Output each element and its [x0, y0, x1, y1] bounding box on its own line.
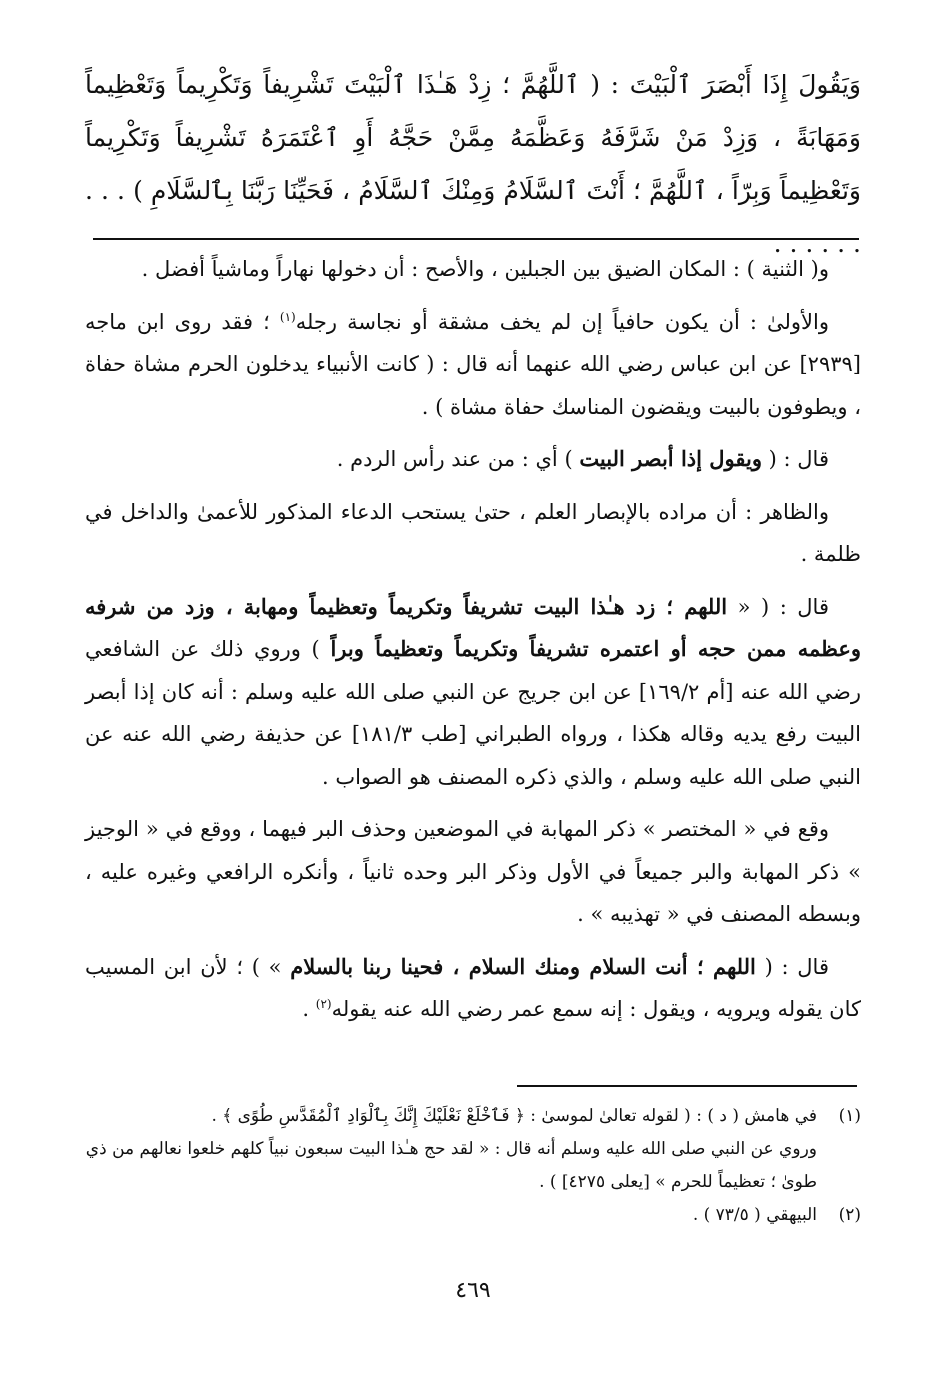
- footnote-ref[interactable]: (١): [279, 309, 296, 324]
- paragraph-text: ) أي : من عند رأس الردم .: [336, 447, 580, 471]
- footnote-divider: [517, 1085, 857, 1087]
- paragraph-text: والأولىٰ : أن يكون حافياً إن لم يخف مشقة أو نجاسة رجله: [295, 309, 830, 334]
- footnotes: [85, 1100, 861, 1232]
- paragraph-text: ؛ فقد روى ابن ماجه [٢٩٣٩] عن ابن عباس رضي الله عنهما أنه قال : ( كانت الأنبياء يدخلون الحرم مشاة حفاة ، ويطوفون بالبيت ويقضون المناسك حفاة مشاة ) .: [85, 309, 861, 419]
- quoted-matn: ويقول إذا أبصر البيت: [579, 446, 762, 471]
- footnote-2: [85, 1199, 861, 1232]
- matn-divider: [93, 238, 859, 240]
- matn-text: وَيَقُولَ إِذَا أَبْصَرَ ٱلْبَيْتَ : ( ٱللَّهُمَّ ؛ زِدْ هَـٰذَا ٱلْبَيْتَ تَشْرِيفاً وَتَكْرِيماً وَتَعْظِيماً وَمَهَابَةً ، وَزِدْ مَنْ شَرَّفَهُ وَعَظَّمَهُ مِمَّنْ حَجَّهُ أَوِ ٱعْتَمَرَهُ تَشْرِيفاً وَتَكْرِيماً وَتَعْظِيماً وَبِرّاً ، ٱللَّهُمَّ ؛ أَنْتَ ٱلسَّلَامُ وَمِنْكَ ٱلسَّلَامُ ، فَحَيِّنَا رَبَّنَا بِٱلسَّلَامِ ) . . . . . . . . .: [85, 70, 861, 258]
- footnote-number: (٢): [838, 1205, 861, 1225]
- footnote-text: في هامش ( د ) : ( لقوله تعالىٰ لموسىٰ : ﴿ فَٱخْلَعْ نَعْلَيْكَ إِنَّكَ بِٱلْوَادِ ٱلْمُقَدَّسِ طُوًى ﴾ .: [211, 1106, 817, 1126]
- paragraph-text: .: [302, 997, 316, 1021]
- footnote-text: البيهقي ( ٧٣/٥ ) .: [692, 1205, 817, 1225]
- footnote-ref[interactable]: (٢): [315, 997, 332, 1011]
- paragraph: [85, 586, 861, 799]
- paragraph-text: قال : (: [755, 954, 829, 979]
- paragraph: وقع في « المختصر » ذكر المهابة في الموضعين وحذف البر فيهما ، ووقع في « الوجيز » ذكر المهابة والبر جميعاً في الأول وذكر البر وحده ثانياً ، وأنكره الرافعي وغيره عليه ، وبسطه المصنف في « تهذيبه » .: [85, 817, 861, 926]
- commentary: [85, 248, 861, 1041]
- quoted-matn: اللهم ؛ أنت السلام ومنك السلام ، فحينا ربنا بالسلام: [290, 953, 756, 979]
- paragraph: [85, 301, 861, 429]
- paragraph-text: » ) ؛ لأن ابن المسيب كان يقوله ويرويه ، ويقول : إنه سمع عمر رضي الله عنه يقوله: [85, 954, 861, 1021]
- paragraph-text: قال : (: [762, 447, 829, 471]
- footnote-1-continuation: وروي عن النبي صلى الله عليه وسلم أنه قال : « لقد حج هـٰذا البيت سبعون نبياً كلهم خلعوا نعالهم من ذي طوىٰ ؛ تعظيماً للحرم » [يعلى ٤٢٧٥] ) .: [85, 1139, 817, 1192]
- paragraph: [85, 438, 861, 481]
- footnote-number: (١): [838, 1106, 861, 1126]
- quoted-matn: اللهم ؛ زد هـٰذا البيت تشريفاً وتكريماً وتعظيماً ومهابة ، وزد من شرفه وعظمه ممن حجه أو اعتمره تشريفاً وتكريماً وتعظيماً وبراً: [85, 593, 862, 661]
- paragraph-text: قال : ( «: [727, 594, 829, 619]
- footnote-1: [85, 1100, 861, 1133]
- paragraph: و( الثنية ) : المكان الضيق بين الجبلين ، والأصح : أن دخولها نهاراً وماشياً أفضل .: [141, 257, 829, 281]
- paragraph-text: ) وروي ذلك عن الشافعي رضي الله عنه [أم ١٦٩/٢] عن ابن جريج عن النبي صلى الله عليه وسلم : أنه كان إذا أبصر البيت رفع يديه وقاله هكذا ، ورواه الطبراني [طب ١٨١/٣] عن حذيفة رضي الله عنه عن النبي صلى الله عليه وسلم ، والذي ذكره المصنف هو الصواب .: [85, 637, 862, 789]
- page-number: ٤٦٩: [455, 1278, 491, 1303]
- paragraph: [85, 946, 861, 1031]
- paragraph: والظاهر : أن مراده بالإبصار العلم ، حتىٰ يستحب الدعاء المذكور للأعمىٰ والداخل في ظلمة .: [85, 499, 861, 566]
